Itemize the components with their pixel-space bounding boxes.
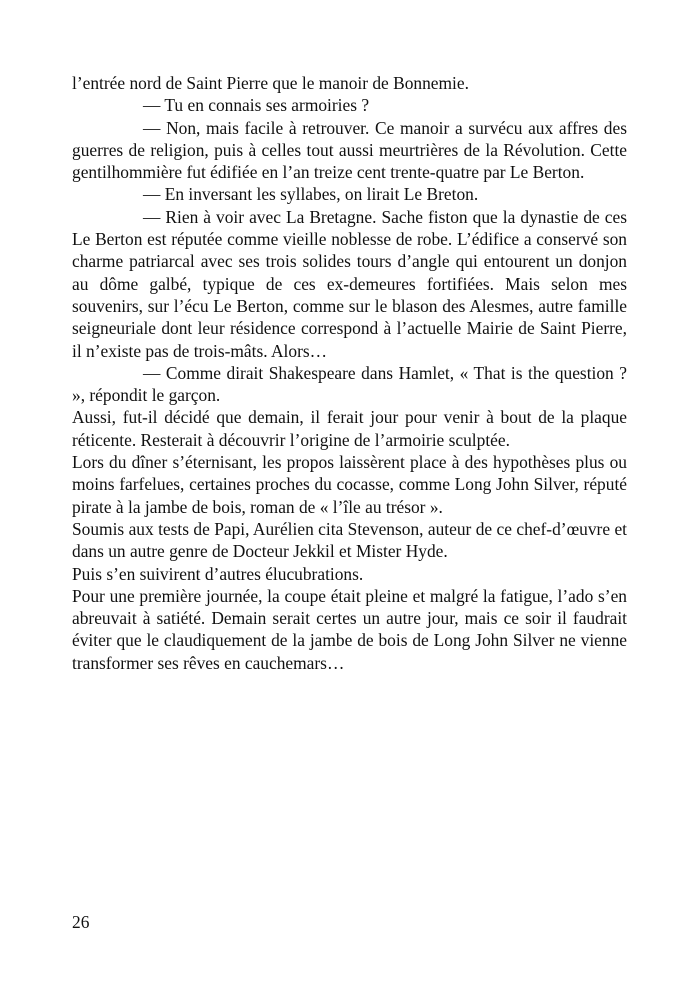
dialogue-line: — Comme dirait Shakespeare dans Hamlet, « That is the question ? », répondit le garçon. xyxy=(72,362,627,406)
body-text xyxy=(72,72,627,674)
narrative-paragraph: Puis s’en suivirent d’autres élucubrations. xyxy=(72,563,364,584)
dialogue-line: — En inversant les syllabes, on lirait Le Breton. xyxy=(143,184,479,205)
page-number: 26 xyxy=(72,912,90,932)
narrative-paragraph: Soumis aux tests de Papi, Aurélien cita Stevenson, auteur de ce chef-d’œuvre et dans un autre genre de Docteur Jekkil et Mister Hyde. xyxy=(72,518,627,562)
narrative-paragraph: Pour une première journée, la coupe était pleine et malgré la fatigue, l’ado s’en abreuvait à satiété. Demain serait certes un autre jour, mais ce soir il faudrait éviter que le claudiquement de la jambe de bois de Long John Silver ne vienne transformer ses rêves en cauchemars… xyxy=(72,585,627,673)
dialogue-line: — Non, mais facile à retrouver. Ce manoir a survécu aux affres des guerres de religion, puis à celles tout aussi meurtrières de la Révolution. Cette gentilhommière fut édifiée en l’an treize cent trente-quatre par Le Berton. xyxy=(72,117,627,183)
paragraph-continuation: l’entrée nord de Saint Pierre que le manoir de Bonnemie. xyxy=(72,73,469,93)
narrative-paragraph: Aussi, fut-il décidé que demain, il ferait jour pour venir à bout de la plaque réticente. Resterait à découvrir l’origine de l’armoirie sculptée. xyxy=(72,407,627,450)
dialogue-line: — Rien à voir avec La Bretagne. Sache fiston que la dynastie de ces Le Berton est réputée comme vieille noblesse de robe. L’édifice a conservé son charme patriarcal avec ses trois solides tours d’angle qui entourent un donjon au dôme galbé, typique de ces ex-demeures fortifiées. Mais selon mes souvenirs, sur l’écu Le Berton, comme sur le blason des Alesmes, autre famille seigneuriale dont leur résidence correspond à l’actuelle Mairie de Saint Pierre, il n’existe pas de trois-mâts. Alors… xyxy=(72,206,627,361)
dialogue-line: — Tu en connais ses armoiries ? xyxy=(143,95,370,116)
narrative-paragraph: Lors du dîner s’éternisant, les propos laissèrent place à des hypothèses plus ou moins farfelues, certaines proches du cocasse, comme Long John Silver, réputé pirate à la jambe de bois, roman de « l’île au trésor ». xyxy=(72,452,627,517)
